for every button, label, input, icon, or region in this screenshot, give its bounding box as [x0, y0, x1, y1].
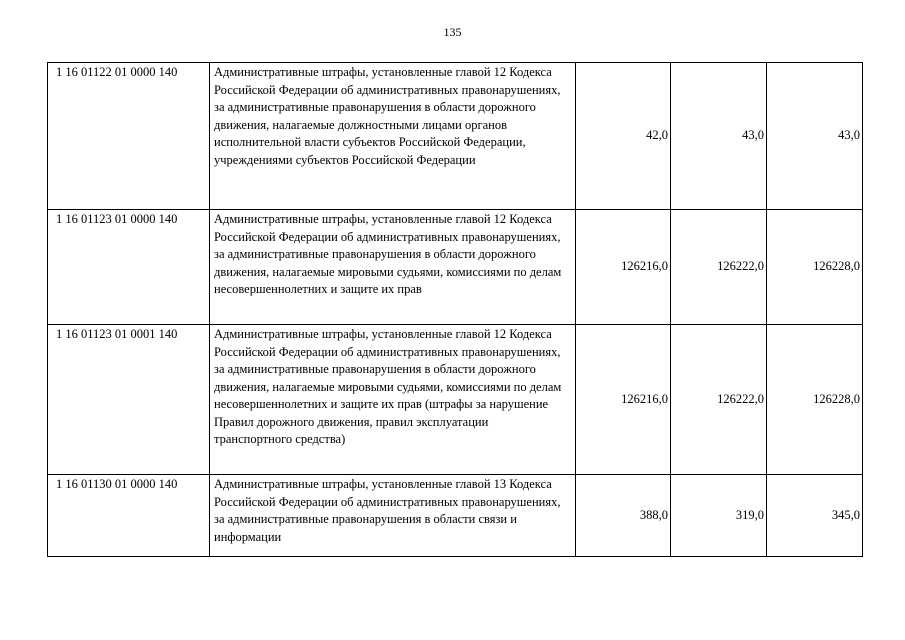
amount-year-1: 42,0: [576, 63, 671, 210]
table-row: [48, 210, 863, 325]
amount-year-2: 126222,0: [671, 325, 767, 475]
budget-classification-code: 1 16 01123 01 0000 140: [48, 210, 210, 325]
table-row: [48, 325, 863, 475]
amount-year-1: 126216,0: [576, 210, 671, 325]
revenue-table: [47, 62, 863, 557]
amount-year-1: 388,0: [576, 475, 671, 557]
amount-year-2: 319,0: [671, 475, 767, 557]
budget-classification-code: 1 16 01123 01 0001 140: [48, 325, 210, 475]
amount-year-3: 126228,0: [767, 210, 863, 325]
budget-classification-code: 1 16 01122 01 0000 140: [48, 63, 210, 210]
revenue-description: Административные штрафы, установленные главой 12 Кодекса Российской Федерации об административных правонарушениях, за административные правонарушения в области дорожного движения, налагаемые мировыми судьями, комиссиями по делам несовершеннолетних и защите их прав: [210, 210, 576, 325]
table-row: [48, 475, 863, 557]
amount-year-2: 43,0: [671, 63, 767, 210]
amount-year-3: 126228,0: [767, 325, 863, 475]
amount-year-3: 43,0: [767, 63, 863, 210]
revenue-description: Административные штрафы, установленные главой 12 Кодекса Российской Федерации об административных правонарушениях, за административные правонарушения в области дорожного движения, налагаемые должностными лицами органов исполнительной власти субъектов Российской Федерации, учреждениями субъектов Российской Федерации: [210, 63, 576, 210]
revenue-description: Административные штрафы, установленные главой 13 Кодекса Российской Федерации об административных правонарушениях, за административные правонарушения в области связи и информации: [210, 475, 576, 557]
budget-classification-code: 1 16 01130 01 0000 140: [48, 475, 210, 557]
amount-year-1: 126216,0: [576, 325, 671, 475]
amount-year-3: 345,0: [767, 475, 863, 557]
page-number: 135: [443, 25, 462, 39]
revenue-description: Административные штрафы, установленные главой 12 Кодекса Российской Федерации об административных правонарушениях, за административные правонарушения в области дорожного движения, налагаемые мировыми судьями, комиссиями по делам несовершеннолетних и защите их прав (штрафы за нарушение Правил дорожного движения, правил эксплуатации транспортного средства): [210, 325, 576, 475]
table-row: [48, 63, 863, 210]
amount-year-2: 126222,0: [671, 210, 767, 325]
